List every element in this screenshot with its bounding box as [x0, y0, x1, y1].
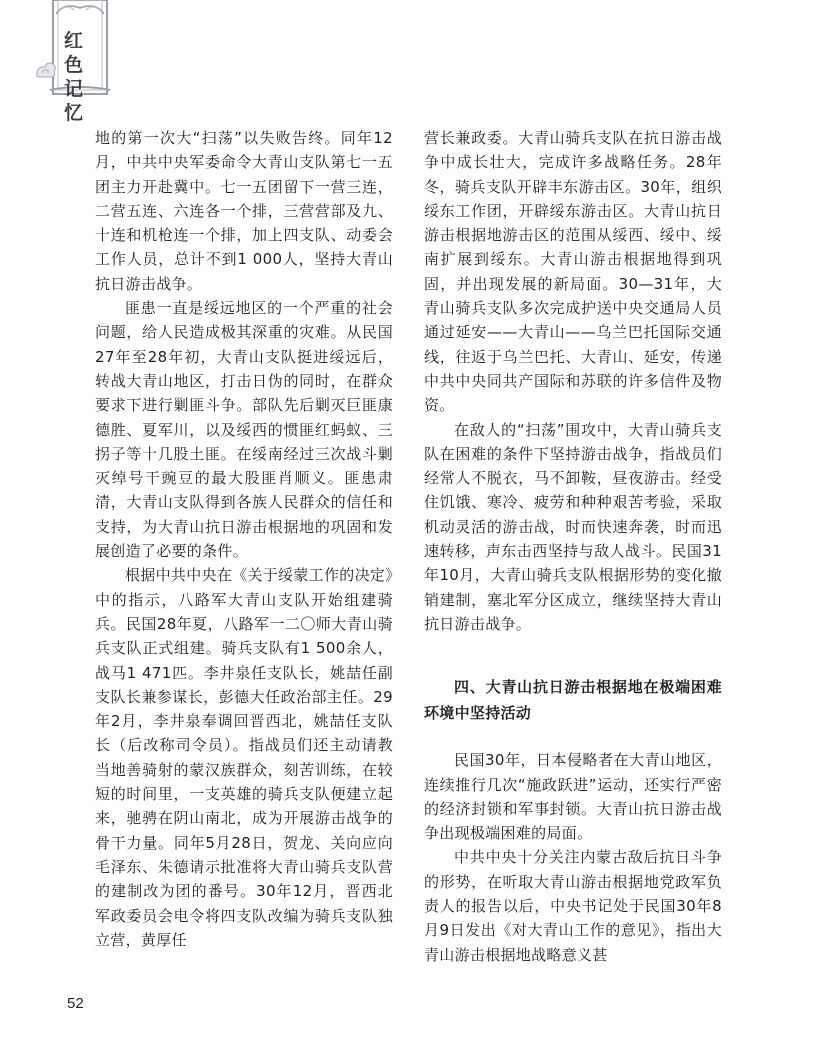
column-emblem: [50, 0, 110, 124]
page-number: 52: [67, 995, 84, 1012]
paragraph: 根据中共中央在《关于绥蒙工作的决定》中的指示，八路军大青山支队开始组建骑兵。民国28年夏，八路军一二〇师大青山骑兵支队正式组建。骑兵支队有1 500余人，战马1 471匹。李井泉任支队长，姚喆任副支队长兼参谋长，彭德大任政治部主任。29年2月，李井泉奉调回晋西北，姚喆任支队长（后改称司令员）。指战员们还主动请教当地善骑射的蒙汉族群众，刻苦训练，在较短的时间里，一支英雄的骑兵支队便建立起来，驰骋在阴山南北，成为开展游击战争的骨干力量。同年5月28日，贺龙、关向应向毛泽东、朱德请示批准将大青山骑兵支队营的建制改为团的番号。30年12月，晋西北军政委员会电令将四支队改编为骑兵支队独立营，黄厚任: [95, 566, 393, 949]
section-heading: 四、大青山抗日游击根据地在极端困难环境中坚持活动: [424, 678, 722, 723]
paragraph: 中共中央十分关注内蒙古敌后抗日斗争的形势，在听取大青山游击根据地党政军负责人的报告以后，中央书记处于民国30年8月9日发出《对大青山工作的意见》，指出大青山游击根据地战略意义甚: [424, 848, 722, 964]
emblem-title-line-2: 记忆: [64, 78, 84, 124]
cloud-swirl-icon: [34, 58, 58, 82]
paragraph: 匪患一直是绥远地区的一个严重的社会问题，给人民造成极其深重的灾难。从民国27年至28年初，大青山支队挺进绥远后，转战大青山地区，打击日伪的同时，在群众要求下进行剿匪斗争。部队先后剿灭巨匪康德胜、夏军川，以及绥西的惯匪红蚂蚁、三拐子等十几股土匪。在绥南经过三次战斗剿灭绰号干豌豆的最大股匪肖顺义。匪患肃清，大青山支队得到各族人民群众的信任和支持，为大青山抗日游击根据地的巩固和发展创造了必要的条件。: [95, 299, 393, 561]
paragraph: 民国30年，日本侵略者在大青山地区，连续推行几次“施政跃进”运动，还实行严密的经济封锁和军事封锁。大青山抗日游击战争出现极端困难的局面。: [424, 751, 722, 843]
left-column: [95, 126, 393, 952]
paragraph: 营长兼政委。大青山骑兵支队在抗日游击战争中成长壮大，完成许多战略任务。28年冬，骑兵支队开辟丰东游击区。30年，组织绥东工作团，开辟绥东游击区。大青山抗日游击根据地游击区的范围从绥西、绥中、绥南扩展到绥东。大青山游击根据地得到巩固，并出现发展的新局面。30—31年，大青山骑兵支队多次完成护送中央交通局人员通过延安——大青山——乌兰巴托国际交通线，往返于乌兰巴托、大青山、延安，传递中共中央同共产国际和苏联的许多信件及物资。: [424, 129, 722, 415]
emblem-title-line-1: 红色: [64, 30, 84, 76]
paragraph: 在敌人的“扫荡”围攻中，大青山骑兵支队在困难的条件下坚持游击战争，指战员们经常人不脱衣，马不卸鞍，昼夜游击。经受住饥饿、寒冷、疲劳和种种艰苦考验，采取机动灵活的游击战，时而快速奔袭，时而迅速转移，声东击西坚持与敌人战斗。民国31年10月，大青山骑兵支队根据形势的变化撤销建制，塞北军分区成立，继续坚持大青山抗日游击战争。: [424, 420, 722, 633]
right-column: [424, 126, 722, 967]
section-emblem-title: [64, 29, 98, 125]
paragraph: 地的第一次大“扫荡”以失败告终。同年12月，中共中央军委命令大青山支队第七一五团主力开赴冀中。七一五团留下一营三连，二营五连、六连各一个排，三营营部及九、十连和机枪连一个排，加上四支队、动委会工作人员，总计不到1 000人，坚持大青山抗日游击战争。: [95, 129, 393, 293]
